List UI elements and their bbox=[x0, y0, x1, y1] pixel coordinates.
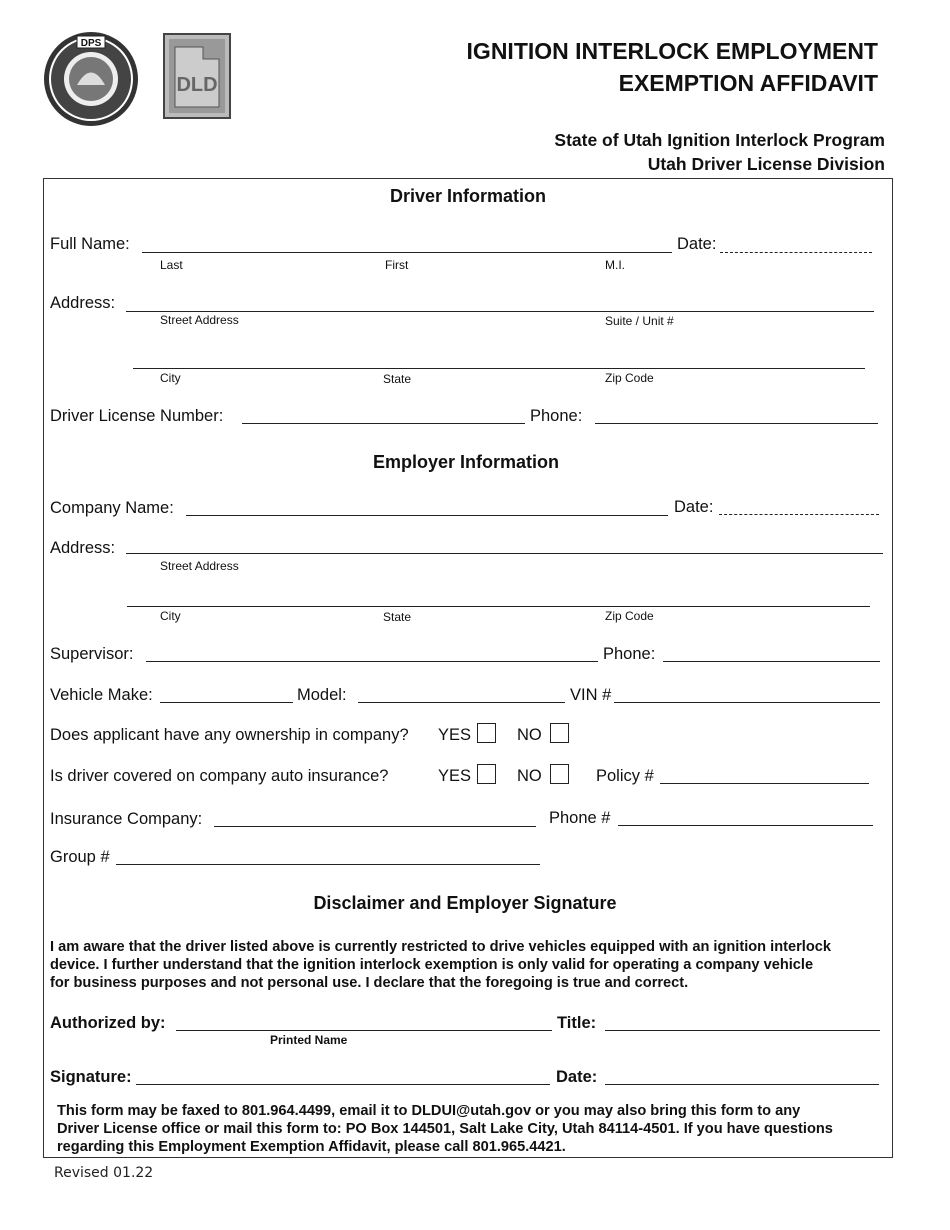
authorized-by-field[interactable] bbox=[176, 1030, 552, 1031]
ownership-yes-label: YES bbox=[438, 726, 472, 744]
insurance-company-label: Insurance Company: bbox=[50, 810, 203, 828]
driver-city-hint: City bbox=[160, 371, 181, 385]
ownership-no-label: NO bbox=[517, 726, 542, 744]
driver-date-label: Date: bbox=[677, 235, 717, 253]
company-name-field[interactable] bbox=[186, 515, 668, 516]
group-field[interactable] bbox=[116, 864, 540, 865]
ownership-question: Does applicant have any ownership in company? bbox=[50, 726, 409, 744]
employer-date-label: Date: bbox=[674, 498, 714, 516]
form-title-line1: IGNITION INTERLOCK EMPLOYMENT bbox=[466, 38, 878, 64]
supervisor-phone-field[interactable] bbox=[663, 661, 880, 662]
division-name: Utah Driver License Division bbox=[647, 154, 885, 174]
license-number-label: Driver License Number: bbox=[50, 407, 224, 425]
employer-date-field[interactable] bbox=[719, 514, 879, 515]
signature-date-field[interactable] bbox=[605, 1084, 879, 1085]
middle-initial-hint: M.I. bbox=[605, 258, 625, 272]
full-name-field[interactable] bbox=[142, 252, 672, 253]
disclaimer-text-line2: device. I further understand that the ignition interlock exemption is only valid for operating a company vehicle bbox=[50, 957, 814, 973]
employer-zip-hint: Zip Code bbox=[605, 609, 654, 623]
driver-street-hint: Street Address bbox=[160, 313, 239, 327]
insurance-yes-checkbox[interactable] bbox=[477, 764, 496, 784]
employer-street-field[interactable] bbox=[126, 553, 883, 554]
vehicle-make-field[interactable] bbox=[160, 702, 293, 703]
driver-street-field[interactable] bbox=[126, 311, 874, 312]
footer-instructions-line2: Driver License office or mail this form to: PO Box 144501, Salt Lake City, Utah 84114-4501. If you have questions bbox=[57, 1121, 833, 1137]
policy-field[interactable] bbox=[660, 783, 869, 784]
footer-instructions-line3: regarding this Employment Exemption Affidavit, please call 801.965.4421. bbox=[57, 1139, 566, 1155]
model-label: Model: bbox=[297, 686, 347, 704]
supervisor-label: Supervisor: bbox=[50, 645, 134, 663]
employer-city-state-zip-field[interactable] bbox=[127, 606, 870, 607]
signature-date-label: Date: bbox=[556, 1068, 598, 1086]
license-number-field[interactable] bbox=[242, 423, 525, 424]
vin-field[interactable] bbox=[614, 702, 880, 703]
signer-title-field[interactable] bbox=[605, 1030, 880, 1031]
disclaimer-text-line3: for business purposes and not personal use. I declare that the foregoing is true and correct. bbox=[50, 975, 689, 991]
model-field[interactable] bbox=[358, 702, 565, 703]
policy-label: Policy # bbox=[596, 767, 654, 785]
employer-address-label: Address: bbox=[50, 539, 116, 557]
full-name-label: Full Name: bbox=[50, 235, 130, 253]
program-name: State of Utah Ignition Interlock Program bbox=[554, 130, 885, 150]
employer-street-hint: Street Address bbox=[160, 559, 239, 573]
driver-suite-hint: Suite / Unit # bbox=[605, 314, 674, 328]
signature-field[interactable] bbox=[136, 1084, 550, 1085]
dps-seal-logo bbox=[42, 30, 140, 128]
driver-address-label: Address: bbox=[50, 294, 116, 312]
svg-text:DPS: DPS bbox=[80, 38, 102, 49]
footer-instructions-line1: This form may be faxed to 801.964.4499, email it to DLDUI@utah.gov or you may also bring this form to any bbox=[57, 1103, 801, 1119]
insurance-company-field[interactable] bbox=[214, 826, 536, 827]
revision-label: Revised 01.22 bbox=[54, 1165, 154, 1181]
group-label: Group # bbox=[50, 848, 110, 866]
insurance-no-checkbox[interactable] bbox=[550, 764, 569, 784]
insurance-phone-field[interactable] bbox=[618, 825, 873, 826]
authorized-by-label: Authorized by: bbox=[50, 1014, 166, 1032]
driver-phone-field[interactable] bbox=[595, 423, 878, 424]
disclaimer-section-title: Disclaimer and Employer Signature bbox=[313, 893, 617, 913]
form-title-line2: EXEMPTION AFFIDAVIT bbox=[618, 70, 878, 96]
signature-label: Signature: bbox=[50, 1068, 132, 1086]
insurance-phone-label: Phone # bbox=[549, 809, 611, 827]
insurance-no-label: NO bbox=[517, 767, 542, 785]
driver-date-field[interactable] bbox=[720, 252, 872, 253]
company-name-label: Company Name: bbox=[50, 499, 174, 517]
signer-title-label: Title: bbox=[557, 1014, 597, 1032]
svg-text:DLD: DLD bbox=[176, 74, 218, 96]
driver-state-hint: State bbox=[383, 372, 412, 386]
printed-name-hint: Printed Name bbox=[270, 1033, 348, 1047]
supervisor-field[interactable] bbox=[146, 661, 598, 662]
driver-city-state-zip-field[interactable] bbox=[133, 368, 865, 369]
employer-state-hint: State bbox=[383, 610, 412, 624]
ownership-no-checkbox[interactable] bbox=[550, 723, 569, 743]
employer-section-title: Employer Information bbox=[372, 452, 560, 472]
driver-phone-label: Phone: bbox=[530, 407, 583, 425]
disclaimer-text-line1: I am aware that the driver listed above is currently restricted to drive vehicles equipped with an ignition interlock bbox=[50, 939, 831, 955]
last-name-hint: Last bbox=[160, 258, 183, 272]
employer-city-hint: City bbox=[160, 609, 181, 623]
driver-zip-hint: Zip Code bbox=[605, 371, 654, 385]
vehicle-make-label: Vehicle Make: bbox=[50, 686, 153, 704]
ownership-yes-checkbox[interactable] bbox=[477, 723, 496, 743]
vin-label: VIN # bbox=[570, 686, 612, 704]
supervisor-phone-label: Phone: bbox=[603, 645, 656, 663]
dld-logo bbox=[163, 33, 231, 119]
driver-section-title: Driver Information bbox=[389, 186, 547, 206]
insurance-yes-label: YES bbox=[438, 767, 472, 785]
insurance-question: Is driver covered on company auto insurance? bbox=[50, 767, 389, 785]
first-name-hint: First bbox=[385, 258, 409, 272]
